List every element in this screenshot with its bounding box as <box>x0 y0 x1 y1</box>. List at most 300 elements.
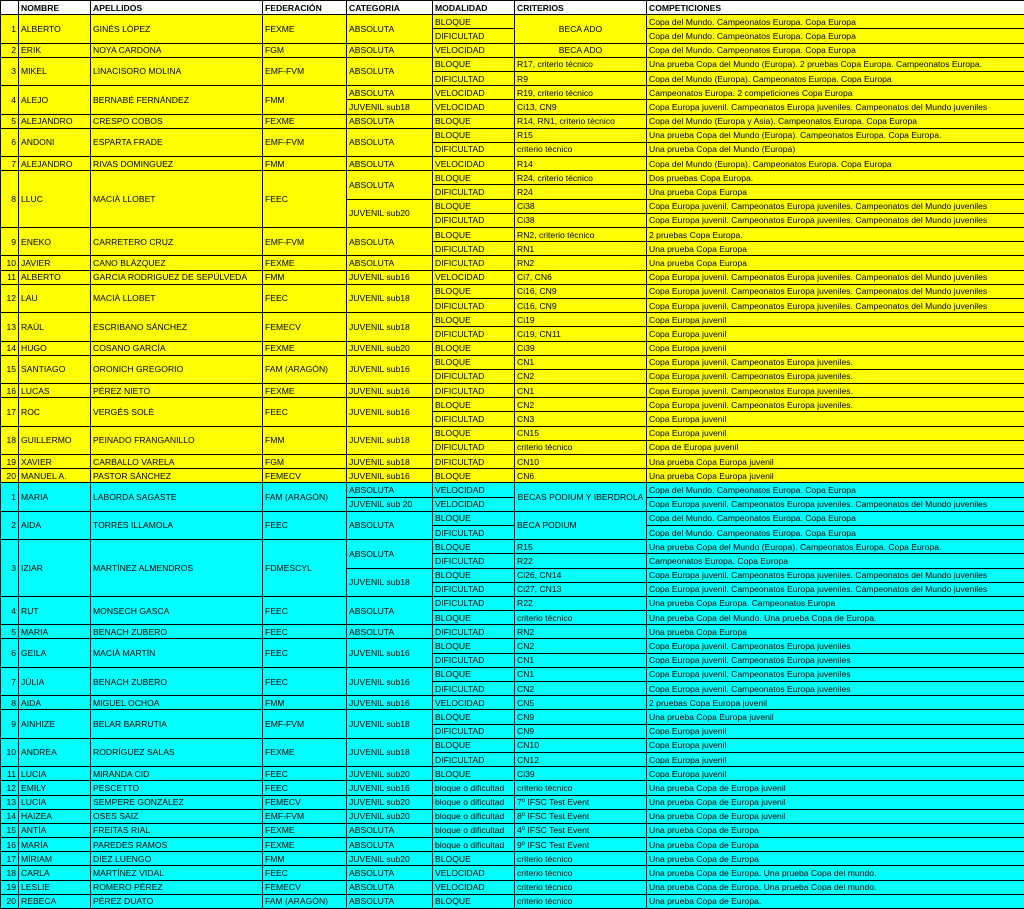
athlete-competiciones: Copa del Mundo. Campeonatos Europa. Copa Europa <box>647 29 1024 43</box>
athlete-number: 3 <box>1 57 19 85</box>
athlete-categoria: ABSOLUTA <box>347 511 433 539</box>
athlete-categoria: JUVENIL sub20 <box>347 809 433 823</box>
athlete-apellidos: LINACISORO MOLINA <box>91 57 263 85</box>
athlete-categoria: ABSOLUTA <box>347 86 433 100</box>
athlete-apellidos: PESCETTO <box>91 781 263 795</box>
athlete-nombre: MARÍA <box>19 838 91 852</box>
athlete-number: 19 <box>1 455 19 469</box>
table-row <box>1 894 1024 908</box>
athlete-number: 16 <box>1 838 19 852</box>
athlete-competiciones: Una prueba Copa Europa <box>647 256 1024 270</box>
athlete-nombre: ANTÍA <box>19 823 91 837</box>
table-row <box>1 880 1024 894</box>
athlete-categoria: ABSOLUTA <box>347 57 433 85</box>
athlete-number: 2 <box>1 43 19 57</box>
athlete-criterios: CN10 <box>515 455 647 469</box>
athlete-nombre: CARLA <box>19 866 91 880</box>
table-row <box>1 696 1024 710</box>
athlete-categoria: JUVENIL sub20 <box>347 199 433 227</box>
athlete-categoria: ABSOLUTA <box>347 625 433 639</box>
athlete-competiciones: Copa Europa juvenil. Campeonatos Europa juveniles. <box>647 369 1024 383</box>
athlete-modalidad: DIFICULTAD <box>433 682 515 696</box>
athlete-apellidos: PÉREZ DUATO <box>91 894 263 908</box>
athlete-categoria: JUVENIL sub20 <box>347 795 433 809</box>
athlete-nombre: MANUEL A. <box>19 469 91 483</box>
athlete-modalidad: VELOCIDAD <box>433 866 515 880</box>
athlete-competiciones: Una prueba Copa de Europa juvenil <box>647 781 1024 795</box>
athlete-modalidad: DIFICULTAD <box>433 242 515 256</box>
athlete-number: 12 <box>1 781 19 795</box>
athlete-modalidad: bloque o dificultad <box>433 823 515 837</box>
athlete-nombre: ALBERTO <box>19 270 91 284</box>
athlete-modalidad: DIFICULTAD <box>433 213 515 227</box>
athlete-federacion: FEMECV <box>263 313 347 341</box>
athlete-modalidad: BLOQUE <box>433 284 515 298</box>
athlete-apellidos: CRESPO COBOS <box>91 114 263 128</box>
athlete-apellidos: MACIÀ LLOBET <box>91 284 263 312</box>
athlete-criterios: CN12 <box>515 752 647 766</box>
athlete-criterios: Ci38 <box>515 213 647 227</box>
athlete-competiciones: Copa Europa juvenil. Campeonatos Europa juveniles. Campeonatos del Mundo juveniles <box>647 100 1024 114</box>
athlete-modalidad: BLOQUE <box>433 667 515 681</box>
athlete-criterios: R14, RN1, criterio técnico <box>515 114 647 128</box>
table-row <box>1 852 1024 866</box>
athlete-apellidos: PAREDES RAMOS <box>91 838 263 852</box>
athlete-modalidad: DIFICULTAD <box>433 298 515 312</box>
athlete-apellidos: CARRETERO CRUZ <box>91 228 263 256</box>
athlete-competiciones: Copa Europa juvenil. Campeonatos Europa juveniles <box>647 682 1024 696</box>
athlete-federacion: FAM (ARAGÓN) <box>263 894 347 908</box>
athlete-criterios: CN2 <box>515 682 647 696</box>
athlete-federacion: FEMECV <box>263 795 347 809</box>
athlete-competiciones: Una prueba Copa de Europa. <box>647 894 1024 908</box>
header-num <box>1 1 19 15</box>
athlete-categoria: ABSOLUTA <box>347 866 433 880</box>
table-row <box>1 128 1024 142</box>
athlete-apellidos: GARCIA RODRIGUEZ DE SEPÚLVEDA <box>91 270 263 284</box>
athlete-nombre: SANTIAGO <box>19 355 91 383</box>
athlete-nombre: ALEJANDRO <box>19 114 91 128</box>
athlete-nombre: JÚLIA <box>19 667 91 695</box>
athlete-number: 8 <box>1 696 19 710</box>
header-row <box>1 1 1024 15</box>
athlete-modalidad: DIFICULTAD <box>433 142 515 156</box>
athlete-number: 7 <box>1 667 19 695</box>
athlete-nombre: JAVIER <box>19 256 91 270</box>
athlete-modalidad: BLOQUE <box>433 355 515 369</box>
athlete-number: 1 <box>1 483 19 511</box>
athlete-competiciones: 2 pruebas Copa Europa. <box>647 228 1024 242</box>
athlete-modalidad: BLOQUE <box>433 128 515 142</box>
athlete-competiciones: Copa Europa juvenil <box>647 426 1024 440</box>
table-row <box>1 469 1024 483</box>
athlete-criterios: RN2 <box>515 625 647 639</box>
athlete-categoria: JUVENIL sub18 <box>347 426 433 454</box>
athlete-apellidos: PEINADO FRANGANILLO <box>91 426 263 454</box>
athlete-number: 15 <box>1 823 19 837</box>
athlete-number: 5 <box>1 114 19 128</box>
table-row <box>1 270 1024 284</box>
athlete-criterios: CN9 <box>515 724 647 738</box>
athlete-apellidos: ESPARTA FRADE <box>91 128 263 156</box>
athlete-modalidad: DIFICULTAD <box>433 256 515 270</box>
athlete-criterios: R24, criterio técnico <box>515 171 647 185</box>
table-row <box>1 838 1024 852</box>
athlete-criterios: 8º IFSC Test Event <box>515 809 647 823</box>
athlete-competiciones: Copa Europa juvenil. Campeonatos Europa juveniles. Campeonatos del Mundo juveniles <box>647 582 1024 596</box>
table-row <box>1 483 1024 497</box>
athlete-competiciones: Una prueba Copa Europa juvenil <box>647 710 1024 724</box>
athlete-apellidos: BERNABÉ FERNÁNDEZ <box>91 86 263 114</box>
athlete-nombre: LUCAS <box>19 384 91 398</box>
athlete-modalidad: DIFICULTAD <box>433 412 515 426</box>
athlete-apellidos: PÉREZ NIETO <box>91 384 263 398</box>
athlete-number: 6 <box>1 639 19 667</box>
table-row <box>1 256 1024 270</box>
athlete-modalidad: BLOQUE <box>433 738 515 752</box>
athlete-number: 13 <box>1 795 19 809</box>
athlete-federacion: FEEC <box>263 667 347 695</box>
athlete-nombre: ALEJANDRO <box>19 157 91 171</box>
athlete-number: 10 <box>1 256 19 270</box>
athlete-competiciones: Copa del Mundo (Europa y Asia). Campeonatos Europa. Copa Europa <box>647 114 1024 128</box>
athlete-apellidos: CARBALLO VARELA <box>91 455 263 469</box>
athlete-modalidad: bloque o dificultad <box>433 809 515 823</box>
athlete-modalidad: DIFICULTAD <box>433 582 515 596</box>
athlete-number: 8 <box>1 171 19 228</box>
table-row <box>1 426 1024 440</box>
athlete-competiciones: Copa Europa juvenil. Campeonatos Europa juveniles. Campeonatos del Mundo juveniles <box>647 298 1024 312</box>
athlete-criterios: Ci13, CN9 <box>515 100 647 114</box>
athlete-competiciones: Una prueba Copa Europa. Campeonatos Europa <box>647 596 1024 610</box>
athlete-criterios: Ci16, CN9 <box>515 298 647 312</box>
athlete-number: 19 <box>1 880 19 894</box>
athlete-criterios: CN1 <box>515 355 647 369</box>
athlete-criterios: BECA ADO <box>515 43 647 57</box>
athlete-apellidos: ROMERO PÉREZ <box>91 880 263 894</box>
athlete-apellidos: CANO BLÁZQUEZ <box>91 256 263 270</box>
athlete-categoria: ABSOLUTA <box>347 228 433 256</box>
athlete-competiciones: Copa del Mundo. Campeonatos Europa. Copa Europa <box>647 43 1024 57</box>
athlete-modalidad: DIFICULTAD <box>433 29 515 43</box>
athlete-competiciones: Copa Europa juvenil. Campeonatos Europa juveniles. Campeonatos del Mundo juveniles <box>647 213 1024 227</box>
athlete-competiciones: Copa Europa juvenil. Campeonatos Europa juveniles <box>647 653 1024 667</box>
athlete-competiciones: Copa Europa juvenil <box>647 767 1024 781</box>
table-row <box>1 341 1024 355</box>
athlete-categoria: JUVENIL sub16 <box>347 469 433 483</box>
athlete-categoria: JUVENIL sub18 <box>347 738 433 766</box>
athlete-criterios: 9º IFSC Test Event <box>515 838 647 852</box>
athlete-criterios: R22 <box>515 596 647 610</box>
athlete-apellidos: VERGÉS SOLÉ <box>91 398 263 426</box>
athlete-federacion: FMM <box>263 426 347 454</box>
athlete-criterios: criterio técnico <box>515 866 647 880</box>
athlete-categoria: ABSOLUTA <box>347 483 433 497</box>
athlete-nombre: GEILA <box>19 639 91 667</box>
athlete-apellidos: MONSECH GASCA <box>91 596 263 624</box>
athlete-nombre: AINHIZE <box>19 710 91 738</box>
athlete-categoria: ABSOLUTA <box>347 15 433 43</box>
table-row <box>1 710 1024 724</box>
athlete-number: 18 <box>1 426 19 454</box>
athlete-categoria: ABSOLUTA <box>347 256 433 270</box>
athlete-apellidos: BENACH ZUBERO <box>91 625 263 639</box>
table-row <box>1 809 1024 823</box>
athlete-modalidad: DIFICULTAD <box>433 440 515 454</box>
athlete-nombre: RUT <box>19 596 91 624</box>
athletes-table-body <box>1 15 1024 909</box>
table-row <box>1 866 1024 880</box>
athlete-nombre: ERIK <box>19 43 91 57</box>
athlete-nombre: LESLIE <box>19 880 91 894</box>
athlete-federacion: FEEC <box>263 866 347 880</box>
table-row <box>1 313 1024 327</box>
athlete-criterios: CN10 <box>515 738 647 752</box>
athlete-criterios: BECAS PODIUM Y IBERDROLA <box>515 483 647 511</box>
athlete-modalidad: DIFICULTAD <box>433 384 515 398</box>
athlete-modalidad: DIFICULTAD <box>433 71 515 85</box>
athlete-competiciones: Copa del Mundo (Europa). Campeonatos Europa. Copa Europa <box>647 157 1024 171</box>
athlete-criterios: criterio técnico <box>515 781 647 795</box>
athlete-modalidad: DIFICULTAD <box>433 525 515 539</box>
athlete-apellidos: SEMPERE GONZÁLEZ <box>91 795 263 809</box>
athlete-modalidad: DIFICULTAD <box>433 752 515 766</box>
athlete-competiciones: Copa Europa juvenil <box>647 752 1024 766</box>
athlete-modalidad: VELOCIDAD <box>433 483 515 497</box>
athlete-modalidad: VELOCIDAD <box>433 43 515 57</box>
athlete-federacion: FEXME <box>263 384 347 398</box>
header-categoria: CATEGORIA <box>347 1 433 15</box>
athlete-modalidad: BLOQUE <box>433 639 515 653</box>
table-row <box>1 625 1024 639</box>
athlete-competiciones: Copa del Mundo. Campeonatos Europa. Copa Europa <box>647 525 1024 539</box>
athlete-competiciones: Una prueba Copa del Mundo (Europa). Campeonatos Europa. Copa Europa. <box>647 128 1024 142</box>
athlete-categoria: ABSOLUTA <box>347 823 433 837</box>
athlete-modalidad: DIFICULTAD <box>433 369 515 383</box>
athlete-criterios: BECA ADO <box>515 15 647 43</box>
athlete-competiciones: Copa Europa juvenil. Campeonatos Europa juveniles <box>647 639 1024 653</box>
athlete-number: 14 <box>1 809 19 823</box>
athlete-competiciones: Una prueba Copa Europa juvenil <box>647 469 1024 483</box>
athlete-competiciones: Una prueba Copa del Mundo (Europa). 2 pruebas Copa Europa. Campeonatos Europa. <box>647 57 1024 71</box>
athlete-criterios: Ci26, CN14 <box>515 568 647 582</box>
athlete-categoria: JUVENIL sub20 <box>347 341 433 355</box>
athlete-apellidos: ESCRIBANO SÁNCHEZ <box>91 313 263 341</box>
athlete-categoria: ABSOLUTA <box>347 157 433 171</box>
table-row <box>1 540 1024 554</box>
athlete-categoria: ABSOLUTA <box>347 880 433 894</box>
athlete-nombre: MIKEL <box>19 57 91 85</box>
athlete-apellidos: LABORDA SAGASTE <box>91 483 263 511</box>
athlete-competiciones: Campeonatos Europa. Copa Europa <box>647 554 1024 568</box>
athlete-modalidad: BLOQUE <box>433 426 515 440</box>
athlete-federacion: FEEC <box>263 625 347 639</box>
athlete-competiciones: Copa Europa juvenil. Campeonatos Europa juveniles. <box>647 398 1024 412</box>
athlete-modalidad: BLOQUE <box>433 199 515 213</box>
athlete-competiciones: Una prueba Copa del Mundo. Una prueba Copa de Europa. <box>647 611 1024 625</box>
athlete-modalidad: BLOQUE <box>433 611 515 625</box>
athlete-modalidad: bloque o dificultad <box>433 838 515 852</box>
athlete-number: 15 <box>1 355 19 383</box>
athlete-nombre: GUILLERMO <box>19 426 91 454</box>
athlete-federacion: FGM <box>263 455 347 469</box>
athlete-competiciones: Copa Europa juvenil. Campeonatos Europa juveniles <box>647 667 1024 681</box>
athlete-categoria: ABSOLUTA <box>347 43 433 57</box>
athlete-apellidos: MACIÀ MARTÍN <box>91 639 263 667</box>
athlete-competiciones: Copa del Mundo. Campeonatos Europa. Copa Europa <box>647 15 1024 29</box>
athlete-federacion: FMM <box>263 86 347 114</box>
athlete-number: 2 <box>1 511 19 539</box>
athlete-categoria: JUVENIL sub18 <box>347 313 433 341</box>
athlete-criterios: R24 <box>515 185 647 199</box>
athlete-modalidad: VELOCIDAD <box>433 100 515 114</box>
athlete-federacion: FEEC <box>263 781 347 795</box>
table-row <box>1 157 1024 171</box>
table-row <box>1 398 1024 412</box>
athlete-nombre: IZIAR <box>19 540 91 597</box>
athlete-competiciones: Copa Europa juvenil <box>647 313 1024 327</box>
athlete-nombre: HUGO <box>19 341 91 355</box>
table-row <box>1 667 1024 681</box>
table-row <box>1 738 1024 752</box>
athlete-competiciones: Una prueba Copa Europa juvenil <box>647 455 1024 469</box>
athlete-modalidad: BLOQUE <box>433 511 515 525</box>
athlete-modalidad: BLOQUE <box>433 228 515 242</box>
athlete-nombre: LUCIA <box>19 795 91 809</box>
athlete-criterios: CN15 <box>515 426 647 440</box>
athlete-nombre: ANDONI <box>19 128 91 156</box>
athlete-criterios: CN1 <box>515 653 647 667</box>
athlete-categoria: ABSOLUTA <box>347 894 433 908</box>
athlete-categoria: ABSOLUTA <box>347 171 433 199</box>
athlete-modalidad: BLOQUE <box>433 469 515 483</box>
athlete-modalidad: VELOCIDAD <box>433 157 515 171</box>
athlete-number: 11 <box>1 270 19 284</box>
athlete-nombre: AIDA <box>19 511 91 539</box>
athlete-number: 7 <box>1 157 19 171</box>
athlete-modalidad: DIFICULTAD <box>433 554 515 568</box>
athlete-nombre: LUCIA <box>19 767 91 781</box>
athlete-criterios: RN2 <box>515 256 647 270</box>
athlete-number: 20 <box>1 469 19 483</box>
athlete-criterios: R19, criterio técnico <box>515 86 647 100</box>
table-row <box>1 823 1024 837</box>
athlete-apellidos: MIRANDA CID <box>91 767 263 781</box>
athlete-apellidos: MACIÀ LLOBET <box>91 171 263 228</box>
athlete-criterios: Ci39 <box>515 767 647 781</box>
athlete-number: 20 <box>1 894 19 908</box>
athlete-federacion: FMM <box>263 696 347 710</box>
athlete-federacion: FEXME <box>263 256 347 270</box>
athlete-modalidad: DIFICULTAD <box>433 653 515 667</box>
athlete-number: 10 <box>1 738 19 766</box>
athlete-federacion: FEEC <box>263 171 347 228</box>
athlete-nombre: HAIZEA <box>19 809 91 823</box>
athlete-number: 1 <box>1 15 19 43</box>
athlete-modalidad: BLOQUE <box>433 313 515 327</box>
athlete-federacion: FEXME <box>263 838 347 852</box>
athlete-federacion: FMM <box>263 157 347 171</box>
athlete-criterios: Ci38 <box>515 199 647 213</box>
athlete-modalidad: BLOQUE <box>433 710 515 724</box>
athlete-apellidos: BENACH ZUBERO <box>91 667 263 695</box>
athlete-criterios: Ci19, CN11 <box>515 327 647 341</box>
athlete-criterios: R14 <box>515 157 647 171</box>
athlete-categoria: ABSOLUTA <box>347 128 433 156</box>
athlete-number: 13 <box>1 313 19 341</box>
athlete-competiciones: Copa Europa juvenil. Campeonatos Europa juveniles. <box>647 355 1024 369</box>
athlete-categoria: JUVENIL sub16 <box>347 355 433 383</box>
athlete-nombre: ALEJO <box>19 86 91 114</box>
athlete-criterios: R15 <box>515 540 647 554</box>
athlete-criterios: Ci7, CN6 <box>515 270 647 284</box>
athlete-competiciones: Copa Europa juvenil. Campeonatos Europa juveniles. Campeonatos del Mundo juveniles <box>647 284 1024 298</box>
athlete-competiciones: Copa Europa juvenil <box>647 327 1024 341</box>
athlete-nombre: AIDA <box>19 696 91 710</box>
athlete-apellidos: MIGUEL OCHOA <box>91 696 263 710</box>
athlete-federacion: EMF-FVM <box>263 128 347 156</box>
header-competiciones: COMPETICIONES <box>647 1 1024 15</box>
athlete-criterios: CN5 <box>515 696 647 710</box>
athlete-competiciones: Una prueba Copa Europa <box>647 625 1024 639</box>
athlete-categoria: JUVENIL sub20 <box>347 767 433 781</box>
athlete-modalidad: BLOQUE <box>433 341 515 355</box>
athlete-apellidos: TORRES ILLAMOLA <box>91 511 263 539</box>
header-nombre: NOMBRE <box>19 1 91 15</box>
athlete-categoria: JUVENIL sub18 <box>347 710 433 738</box>
athlete-modalidad: BLOQUE <box>433 57 515 71</box>
athlete-nombre: XAVIER <box>19 455 91 469</box>
athlete-categoria: JUVENIL sub16 <box>347 398 433 426</box>
header-federacion: FEDERACIÓN <box>263 1 347 15</box>
athlete-modalidad: DIFICULTAD <box>433 327 515 341</box>
athlete-competiciones: Copa Europa juvenil. Campeonatos Europa juveniles. Campeonatos del Mundo juveniles <box>647 270 1024 284</box>
athlete-nombre: ROC <box>19 398 91 426</box>
athlete-federacion: FEEC <box>263 398 347 426</box>
athlete-categoria: JUVENIL sub16 <box>347 639 433 667</box>
athlete-modalidad: bloque o dificultad <box>433 795 515 809</box>
table-row <box>1 767 1024 781</box>
athlete-number: 3 <box>1 540 19 597</box>
table-row <box>1 384 1024 398</box>
header-criterios: CRITERIOS <box>515 1 647 15</box>
table-row <box>1 15 1024 29</box>
athlete-nombre: EMILY <box>19 781 91 795</box>
athlete-criterios: R22 <box>515 554 647 568</box>
athlete-apellidos: GINÉS LÓPEZ <box>91 15 263 43</box>
athlete-modalidad: DIFICULTAD <box>433 185 515 199</box>
table-row <box>1 284 1024 298</box>
athlete-criterios: RN1 <box>515 242 647 256</box>
athlete-number: 16 <box>1 384 19 398</box>
athlete-modalidad: VELOCIDAD <box>433 497 515 511</box>
athlete-apellidos: ORONICH GREGORIO <box>91 355 263 383</box>
athlete-apellidos: FREITAS RIAL <box>91 823 263 837</box>
athlete-modalidad: BLOQUE <box>433 852 515 866</box>
athlete-criterios: criterio técnico <box>515 611 647 625</box>
table-row <box>1 639 1024 653</box>
athlete-competiciones: Una prueba Copa de Europa. Una prueba Copa del mundo. <box>647 866 1024 880</box>
athlete-criterios: 4º IFSC Test Event <box>515 823 647 837</box>
athlete-competiciones: Una prueba Copa de Europa <box>647 838 1024 852</box>
athlete-federacion: EMF-FVM <box>263 710 347 738</box>
athlete-modalidad: BLOQUE <box>433 114 515 128</box>
athlete-nombre: ANDREA <box>19 738 91 766</box>
athlete-categoria: JUVENIL sub18 <box>347 284 433 312</box>
athlete-federacion: FEXME <box>263 15 347 43</box>
athlete-competiciones: Una prueba Copa de Europa. Una prueba Copa del mundo. <box>647 880 1024 894</box>
athlete-nombre: ALBERTO <box>19 15 91 43</box>
